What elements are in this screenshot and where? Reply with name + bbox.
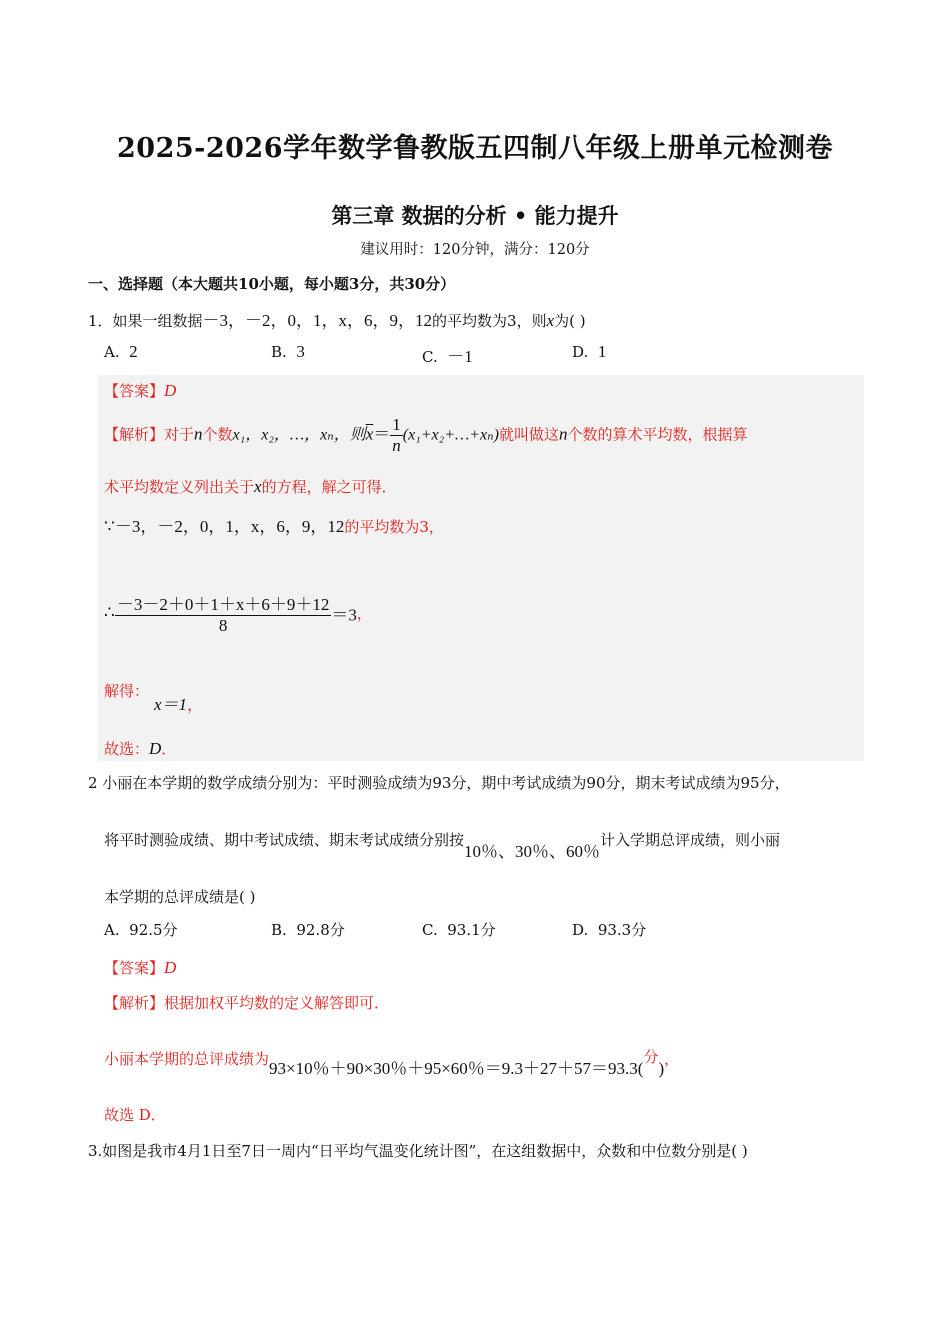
q1-option-a: A. 2 [104, 342, 138, 361]
q1-choose: 故选：D． [104, 739, 177, 758]
q1-option-d: D. 1 [572, 342, 607, 361]
mean-fraction: $\frac{-3-2+0+1+x+6+9+12}{8}$ [115, 590, 332, 636]
q1-solve-eq: x＝1， [154, 695, 204, 714]
q1-analysis-line2: 术平均数定义列出关于x的方程，解之可得． [104, 477, 397, 496]
q1-because-line: ∵－3，－2，0，1，x，6，9，12的平均数为3， [104, 517, 444, 536]
q1-answer: 【答案】D [104, 381, 177, 400]
q1-option-c: C. －1 [422, 347, 473, 366]
q1-data: －3，－2，0，1，x，6，9，12 [202, 311, 433, 330]
q2-answer: 【答案】D [104, 958, 177, 977]
q1-analysis-line1: 【解析】对于n个数x₁，x₂，…，xₙ，则$\overline{x}=$ $\frac{1}{n}$ (x₁+x₂+…+xₙ)就叫做这n个数的算术平均数，根据算 [104, 415, 748, 455]
section-heading: 一、选择题（本大题共10小题，每小题3分，共30分） [88, 275, 456, 293]
question-2-line3: 本学期的总评成绩是( ) [104, 888, 256, 906]
question-1 [88, 306, 586, 331]
question-2-line2: 将平时测验成绩、期中考试成绩、期末考试成绩分别按10％、30％、60％计入学期总评成绩，则小丽 [104, 831, 781, 861]
question-2-line1: 2 小丽在本学期的数学成绩分别为：平时测验成绩为93分，期中考试成绩为90分，期末考试成绩为95分， [88, 774, 790, 792]
q1-tail: 为( ) [554, 312, 586, 330]
q1-lead: 1．如果一组数据 [88, 312, 203, 330]
q1-solve-label: 解得： [104, 682, 150, 700]
one-over-n-fraction: $\frac{1}{n}$ [392, 415, 401, 455]
document-title: 2025-2026学年数学鲁教版五四制八年级上册单元检测卷 [117, 133, 833, 164]
q2-analysis: 【解析】根据加权平均数的定义解答即可． [104, 994, 390, 1012]
question-3: 3.如图是我市4月1日至7日一周内“日平均气温变化统计图”，在这组数据中，众数和中位数分别是( ) [88, 1142, 748, 1160]
exam-info: 建议用时：120分钟，满分：120分 [360, 242, 590, 258]
q2-option-c: C. 93.1分 [422, 921, 496, 939]
q1-option-b: B. 3 [271, 342, 305, 361]
q1-var: x [546, 311, 555, 330]
q1-mid: 的平均数为3，则 [432, 312, 547, 330]
q2-option-a: A. 92.5分 [104, 921, 178, 939]
chapter-subtitle: 第三章 数据的分析 • 能力提升 [331, 203, 619, 228]
q2-option-d: D. 93.3分 [572, 921, 647, 939]
q2-calculation: 小丽本学期的总评成绩为93×10％＋90×30％＋95×60％＝9.3＋27＋57＝93.3(分)， [104, 1048, 680, 1078]
q2-option-b: B. 92.8分 [271, 921, 345, 939]
q2-choose: 故选 D． [104, 1106, 166, 1124]
q1-equation: ∴ $\frac{-3-2+0+1+x+6+9+12}{8}$ ＝3， [104, 590, 372, 636]
